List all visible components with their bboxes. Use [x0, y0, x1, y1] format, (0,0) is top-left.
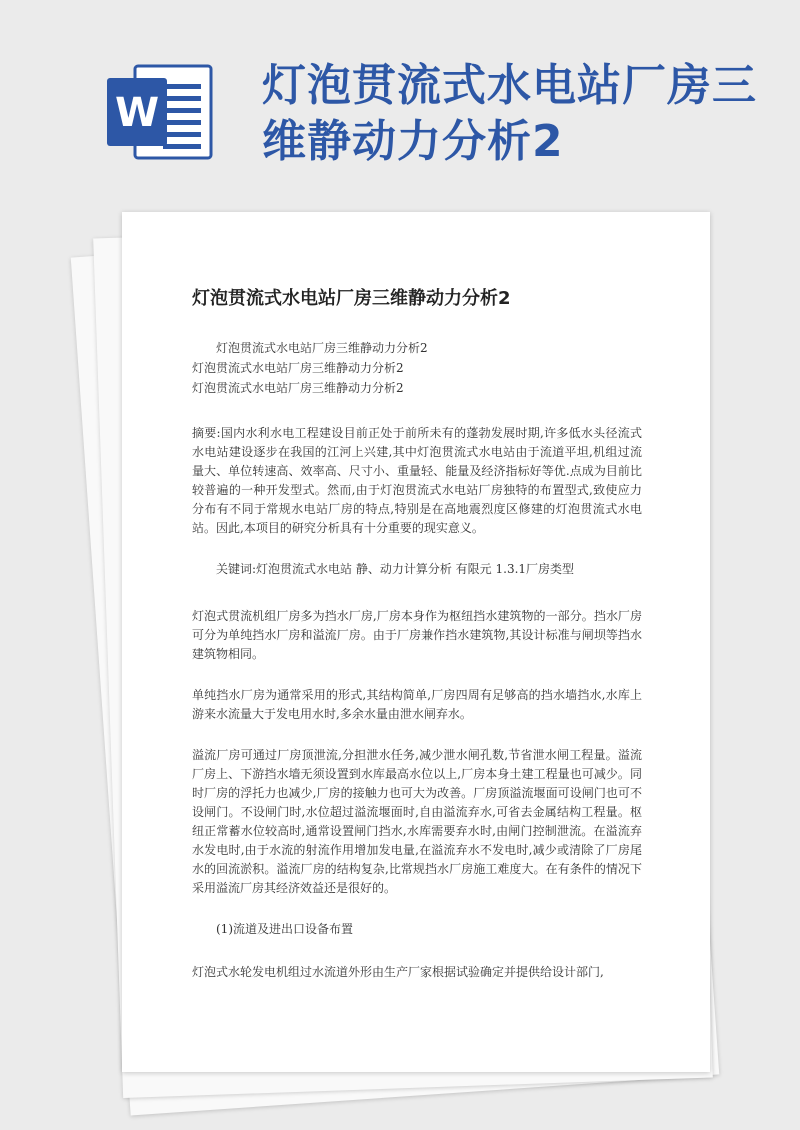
section-heading: (1)流道及进出口设备布置 — [216, 922, 353, 936]
document-body — [192, 284, 642, 1004]
subtitle-line: 灯泡贯流式水电站厂房三维静动力分析2 — [216, 341, 428, 355]
abstract-paragraph: 摘要:国内水利水电工程建设目前正处于前所未有的蓬勃发展时期,许多低水头径流式水电站建设逐步在我国的江河上兴建,其中灯泡贯流式水电站由于流道平坦,机组过流量大、单位转速高、效率高、尺寸小、重量轻、能量及经济指标好等优.点成为目前比较普遍的一种开发型式。然而,由于灯泡贯流式水电站厂房独特的布置型式,致使应力分布有不同于常规水电站厂房的特点,特别是在高地震烈度区修建的灯泡贯流式水电站。因此,本项目的研究分析具有十分重要的现实意义。 — [192, 426, 642, 535]
subtitle-line: 灯泡贯流式水电站厂房三维静动力分析2 — [192, 381, 404, 395]
body-paragraph: 单纯挡水厂房为通常采用的形式,其结构简单,厂房四周有足够高的挡水墙挡水,水库上游来水流量大于发电用水时,多余水量由泄水闸弃水。 — [192, 688, 642, 721]
body-paragraph: 溢流厂房可通过厂房顶泄流,分担泄水任务,减少泄水闸孔数,节省泄水闸工程量。溢流厂房上、下游挡水墙无须设置到水库最高水位以上,厂房本身土建工程量也可减少。同时厂房的浮托力也减少,厂房的接触力也可大为改善。厂房顶溢流堰面可设闸门也可不设闸门。不设闸门时,水位超过溢流堰面时,自由溢流弃水,可省去金属结构工程量。枢纽正常蓄水位较高时,通常设置闸门挡水,水库需要弃水时,由闸门控制泄流。在溢流弃水发电时,由于水流的射流作用增加发电量,在溢流弃水不发电时,减少或清除了厂房尾水的回流淤积。溢流厂房的结构复杂,比常规挡水厂房施工难度大。在有条件的情况下采用溢流厂房其经济效益还是很好的。 — [192, 748, 642, 895]
body-paragraph: 灯泡式贯流机组厂房多为挡水厂房,厂房本身作为枢纽挡水建筑物的一部分。挡水厂房可分为单纯挡水厂房和溢流厂房。由于厂房兼作挡水建筑物,其设计标准与闸坝等挡水建筑物相同。 — [192, 609, 642, 661]
subtitle-block — [192, 338, 642, 398]
word-document-icon — [105, 62, 215, 162]
document-page — [122, 212, 710, 1072]
keywords-line: 关键词:灯泡贯流式水电站 静、动力计算分析 有限元 1.3.1厂房类型 — [216, 562, 575, 576]
page-title: 灯泡贯流式水电站厂房三维静动力分析2 — [262, 60, 757, 167]
document-title: 灯泡贯流式水电站厂房三维静动力分析2 — [192, 288, 511, 309]
body-paragraph: 灯泡式水轮发电机组过水流道外形由生产厂家根据试验确定并提供给设计部门, — [192, 965, 604, 979]
subtitle-line: 灯泡贯流式水电站厂房三维静动力分析2 — [192, 361, 404, 375]
svg-text:W: W — [114, 90, 160, 136]
